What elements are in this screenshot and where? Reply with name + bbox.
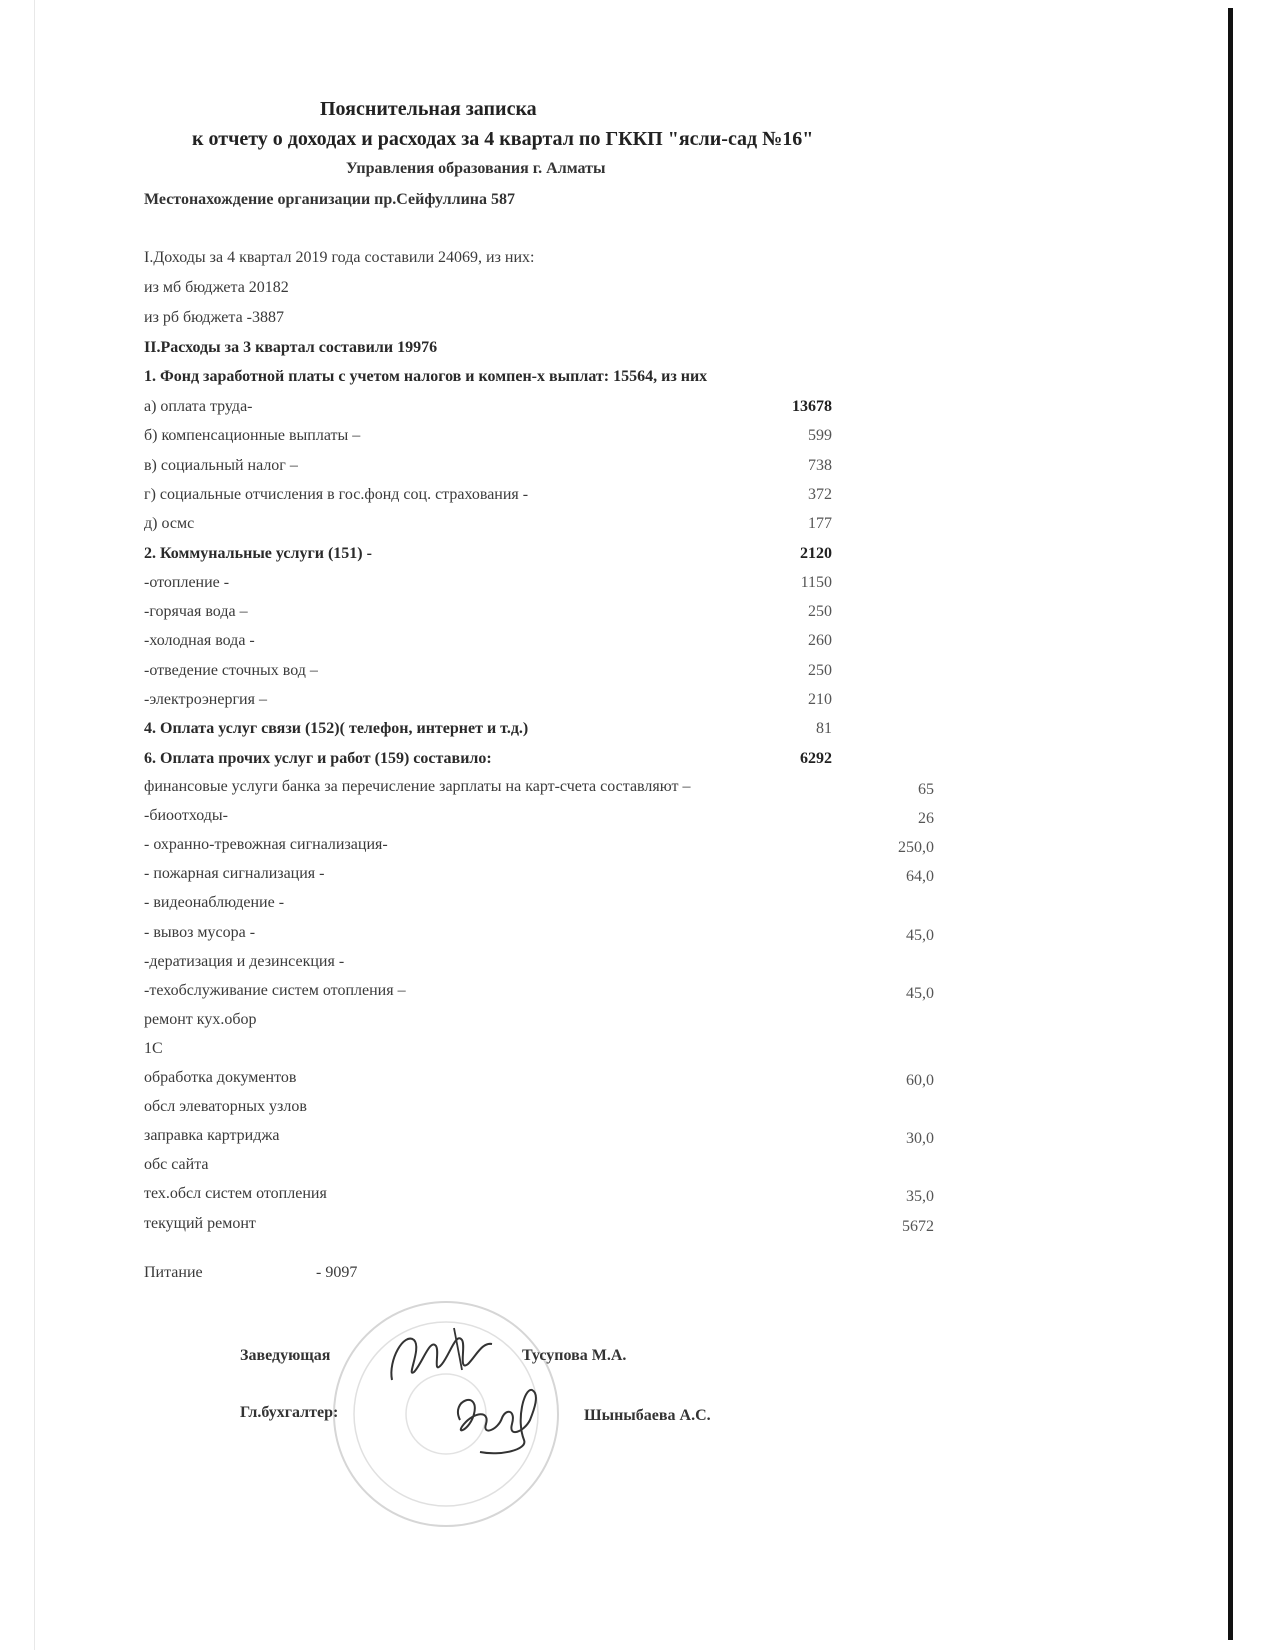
expense-item-label: г) социальные отчисления в гос.фонд соц. страхования - [144,486,529,503]
expense-item-label: а) оплата труда- [144,398,253,415]
expense-item-value: 6292 [800,750,832,767]
other-service-label: - пожарная сигнализация - [144,865,325,882]
accountant-role: Гл.бухгалтер: [240,1404,339,1421]
other-service-value: 45,0 [906,927,934,944]
document-title: Пояснительная записка [320,98,537,120]
intro-line: из рб бюджета -3887 [144,309,285,326]
other-service-label: 1С [144,1040,163,1057]
expense-item-label: 2. Коммунальные услуги (151) - [144,545,372,562]
other-service-label: ремонт кух.обор [144,1011,257,1028]
other-service-label: обс сайта [144,1156,209,1173]
other-service-label: заправка картриджа [144,1127,280,1144]
food-value-wrap [316,1264,357,1282]
other-service-label: - охранно-тревожная сигнализация- [144,836,388,853]
other-service-label: -дератизация и дезинсекция - [144,953,345,970]
other-service-label: тех.обсл систем отопления [144,1185,327,1202]
other-service-value: 5672 [902,1218,934,1235]
expense-item-label: -отведение сточных вод – [144,662,318,679]
document-subtitle: к отчету о доходах и расходах за 4 квартал по ГККП "ясли-сад №16" [192,128,814,150]
expense-item-value: 210 [808,691,832,708]
other-service-value: 45,0 [906,985,934,1002]
expense-item-label: -электроэнергия – [144,691,267,708]
intro-line: 1. Фонд заработной платы с учетом налогов и компен-х выплат: 15564, из них [144,368,708,385]
expense-item-label: -горячая вода – [144,603,248,620]
accountant-signature-icon [440,1380,550,1460]
scan-right-edge [1228,8,1233,1640]
intro-line: II.Расходы за 3 квартал составили 19976 [144,339,438,356]
expense-item-value: 372 [808,486,832,503]
other-service-label: - видеонаблюдение - [144,894,285,911]
expense-item-value: 81 [816,720,832,737]
expense-item-label: -отопление - [144,574,230,591]
expense-item-value: 250 [808,603,832,620]
other-service-value: 65 [918,781,934,798]
accountant-name: Шыныбаева А.С. [584,1407,711,1424]
other-service-label: текущий ремонт [144,1215,256,1232]
expense-item-label: д) осмс [144,515,195,532]
expense-item-value: 13678 [792,398,832,415]
head-role: Заведующая [240,1347,331,1364]
expense-item-label: -холодная вода - [144,632,255,649]
other-service-label: - вывоз мусора - [144,924,256,941]
other-service-value: 250,0 [898,839,934,856]
location-line: Местонахождение организации пр.Сейфуллина 587 [144,191,516,208]
intro-line: I.Доходы за 4 квартал 2019 года составили 24069, из них: [144,249,535,266]
other-service-label: финансовые услуги банка за перечисление зарплаты на карт-счета составляют – [144,778,691,795]
expense-item-label: 6. Оплата прочих услуг и работ (159) составило: [144,750,492,767]
other-service-value: 35,0 [906,1188,934,1205]
other-service-value: 60,0 [906,1072,934,1089]
food-line [144,1264,203,1282]
expense-item-label: в) социальный налог – [144,457,298,474]
expense-item-value: 738 [808,457,832,474]
food-label: Питание [144,1264,203,1281]
other-service-label: обработка документов [144,1069,297,1086]
department-line: Управления образования г. Алматы [346,160,606,177]
expense-item-value: 599 [808,427,832,444]
expense-item-label: 4. Оплата услуг связи (152)( телефон, интернет и т.д.) [144,720,529,737]
other-service-label: обсл элеваторных узлов [144,1098,307,1115]
other-service-label: -биоотходы- [144,807,228,824]
scan-left-edge [34,0,35,1650]
head-name: Тусупова М.А. [522,1347,627,1364]
other-service-value: 26 [918,810,934,827]
expense-item-value: 177 [808,515,832,532]
other-service-value: 30,0 [906,1130,934,1147]
other-service-value: 64,0 [906,868,934,885]
other-service-label: -техобслуживание систем отопления – [144,982,406,999]
intro-line: из мб бюджета 20182 [144,279,289,296]
expense-item-value: 1150 [800,574,832,591]
expense-item-value: 260 [808,632,832,649]
expense-item-value: 250 [808,662,832,679]
expense-item-label: б) компенсационные выплаты – [144,427,361,444]
expense-item-value: 2120 [800,545,832,562]
food-value: - 9097 [316,1264,358,1281]
